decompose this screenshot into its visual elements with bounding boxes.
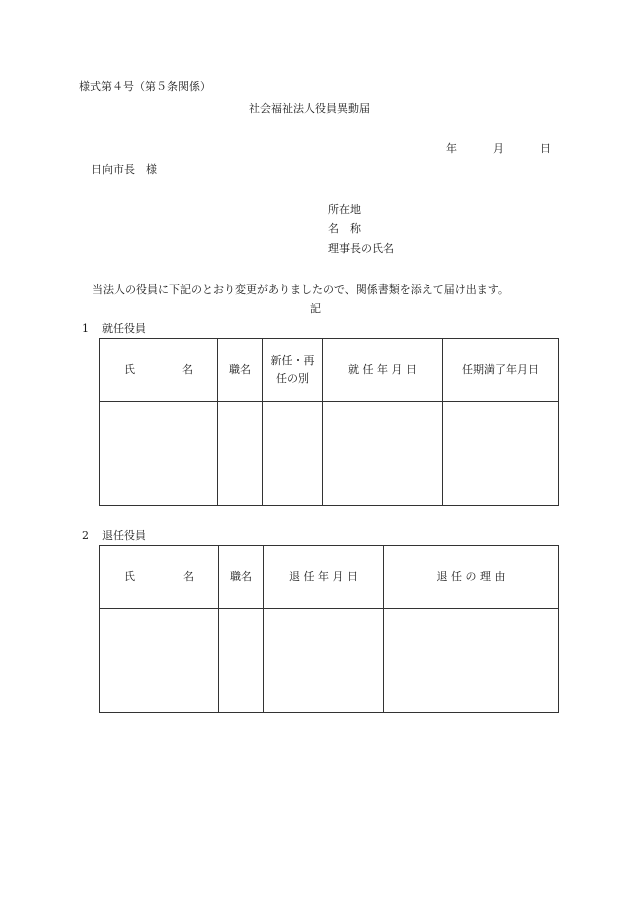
header-new-or-reappointed-line1: 新任・再: [270, 354, 315, 367]
header-term-end-date: 任期満了年月日: [443, 339, 559, 402]
date-day-label: 日: [540, 142, 551, 155]
section-number: 1: [82, 322, 89, 335]
date-month-label: 月: [493, 142, 504, 155]
table-row: [100, 402, 559, 506]
body-text: 当法人の役員に下記のとおり変更がありましたので、関係書類を添えて届け出ます。: [92, 283, 509, 296]
cell-position[interactable]: [219, 609, 264, 713]
cell-name[interactable]: [100, 609, 219, 713]
header-retirement-reason: 退 任 の 理 由: [384, 546, 559, 609]
applicant-address-label: 所在地: [328, 203, 361, 216]
document-title: 社会福祉法人役員異動届: [249, 102, 370, 115]
header-name: [100, 546, 219, 609]
section-retired-heading: [82, 529, 146, 543]
retired-officers-table: [99, 545, 559, 713]
table-header-row: [100, 339, 559, 402]
cell-name[interactable]: [100, 402, 218, 506]
addressee: 日向市長 様: [91, 163, 157, 176]
cell-new-or-reappointed[interactable]: [263, 402, 323, 506]
header-name-right: 名: [183, 570, 194, 583]
appointed-officers-table: [99, 338, 559, 506]
header-name: [100, 339, 218, 402]
date-year-label: 年: [446, 142, 457, 155]
form-number: 様式第４号（第５条関係）: [79, 80, 211, 93]
applicant-name-label: 名 称: [328, 222, 361, 235]
section-number: 2: [82, 529, 89, 542]
header-name-right: 名: [182, 363, 193, 376]
table-header-row: [100, 546, 559, 609]
cell-position[interactable]: [218, 402, 263, 506]
cell-term-end-date[interactable]: [443, 402, 559, 506]
header-new-or-reappointed: [263, 339, 323, 402]
header-position: 職名: [218, 339, 263, 402]
header-position: 職名: [219, 546, 264, 609]
applicant-representative-label: 理事長の氏名: [328, 242, 394, 255]
header-retired-date: 退 任 年 月 日: [264, 546, 384, 609]
section-title: 退任役員: [102, 529, 146, 542]
header-new-or-reappointed-line2: 任の別: [276, 372, 309, 385]
section-appointed-heading: [82, 322, 146, 336]
header-name-left: 氏: [124, 363, 135, 376]
section-title: 就任役員: [102, 322, 146, 335]
ki-heading: 記: [310, 302, 321, 315]
table-row: [100, 609, 559, 713]
cell-appointed-date[interactable]: [323, 402, 443, 506]
header-name-left: 氏: [124, 570, 135, 583]
cell-retirement-reason[interactable]: [384, 609, 559, 713]
header-appointed-date: 就 任 年 月 日: [323, 339, 443, 402]
cell-retired-date[interactable]: [264, 609, 384, 713]
